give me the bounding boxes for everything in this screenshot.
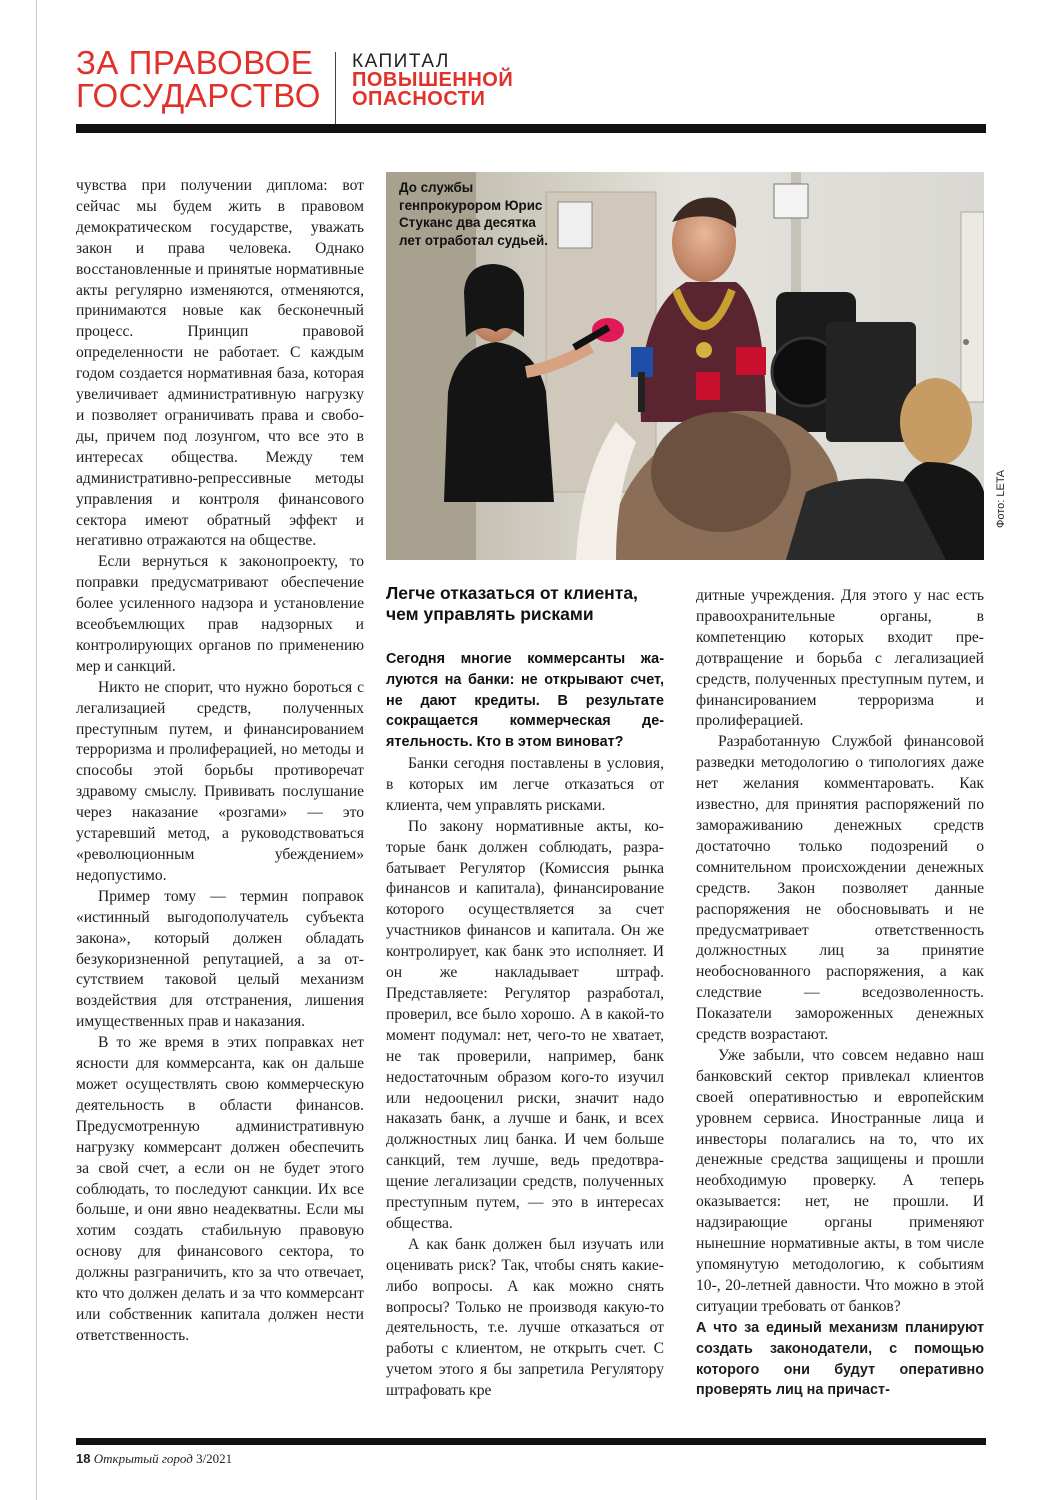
header-divider xyxy=(335,52,336,126)
paragraph: А как банк должен был изучать или оценивать риск? Так, чтобы снять какие-либо вопросы. А как можно снять вопросы? Только не производя какую-то деятельность, т.е. лучше отказаться от работы с клиентом, не открыть счет. С учетом этого я бы запретила Регулятору штрафовать кре xyxy=(386,1235,664,1400)
paragraph: В то же время в этих поправках нет ясности для коммерсанта, как он дальше может осуществлять свою коммерческую деятельность в области финансов. Предусмотренную административную нагрузку коммерсант должен обеспечить за свой счет, а если он не будет этого соблюдать, то последуют санкции. Их все больше, и они явно неадекватны. Если мы хотим создать стабильную правовую основу для финансового сектора, то должны разграничить, кто за что отвечает, кто что должен делать и за что коммерсант или собственник капитала должен нести ответственность. xyxy=(76,1034,364,1344)
paragraph: Разработанную Службой финансовой разведки методологию о типологиях даже нет желания комментаровать. Как известно, для принятия распоряжений по замораживанию денежных средств достаточно только подозрений о сомнительном происхождении денежных средств. Закон позволяет данные распоряжения не обосновывать и не предусматривает ответственность должностных лиц за принятие необоснованного распоряжения, а как следствие — вседозволенность. Показатели замороженных денежных средств возрастают. xyxy=(696,733,984,1044)
page-footer xyxy=(76,1451,232,1467)
interview-question: А что за единый механизм планируют создать законодатели, с помощью которого они будут оперативно проверять лиц на причаст- xyxy=(696,1319,984,1399)
paragraph: Уже забыли, что совсем недавно наш банковский сектор привлекал клиентов своей оперативностью и европейским уровнем сервиса. Иностранные лица и инвесторы полагались на то, что их денежные средства защищены и прошли необходимую проверку. А теперь оказывается: нет, не прошли. И надзирающие органы применяют нынешние нормативные акты, в том числе упомянутую методологию, к событиям 10-, 20-летней давности. Что можно в этой ситуации требовать от банков? xyxy=(696,1046,984,1315)
article-column-1 xyxy=(76,176,364,1347)
article-column-3 xyxy=(696,586,984,1401)
rubric-line-1: ЗА ПРАВОВОЕ xyxy=(76,44,314,81)
photo-caption: До службы генпрокурором Юрис Стуканс два десятка лет отработал судьей. xyxy=(399,180,548,248)
rubric-line-2: ГОСУДАРСТВО xyxy=(76,77,321,114)
paragraph: По закону нормативные акты, которые банк должен соблюдать, разрабатывает Регулятор (Комиссия рынка финансов и капитала), финансирование которого осуществляется за счет участников финансов и капитала. Он же контролирует, как банк это исполняет. И он же накладывает штраф. Представляете: Регулятор разработал, проверил, все было хорошо. А в какой-то момент подумал: нет, чего-то не хватает, не так проверили, например, банк недостаточным образом кого-то изучил или недооценил риски, значит надо наказать банк, а лучше и банк, и всех должностных лиц банка. И чем больше санкций, тем лучше, ведь предотвращение легализации средств, полученных преступным путем, — это в интересах общества. xyxy=(386,817,664,1232)
photo-credit: Фото: LETA xyxy=(995,469,1007,528)
page-edge-line xyxy=(36,0,37,1500)
section-subheading: Легче отказаться от клиента, чем управлять рисками xyxy=(386,583,638,624)
paragraph: Если вернуться к законопроекту, то поправки предусматривают обеспечение более усиленного надзора и установление всеобъемлющих прав надзорных и контролирующих органов по применению мер и санкций. xyxy=(76,553,364,675)
header-rule xyxy=(76,124,986,133)
footer-rule xyxy=(76,1438,986,1445)
article-column-2 xyxy=(386,754,664,1402)
kicker-line-2: ОПАСНОСТИ xyxy=(352,88,486,110)
paragraph: Никто не спорит, что нужно бороться с легализацией средств, полученных преступным путем, и финансированием терроризма и пролиферацией, но методы и способы этой борьбы противоречат здравому смыслу. Прививать послушание через наказание «розгами» — это устаревший метод, а руководствоваться «революционным убеждением» недопустимо. xyxy=(76,678,364,884)
kicker-line-1: ПОВЫШЕННОЙ xyxy=(352,69,514,91)
section-rubric xyxy=(76,46,321,112)
paragraph: Банки сегодня поставлены в условия, в которых им легче отказаться от клиента, чем управлять рисками. xyxy=(386,755,664,814)
paragraph: дитные учреждения. Для этого у нас есть правоохранительные органы, в компетенцию которых входит предотвращение и борьба с легализацией средств, полученных преступным путем, и финансированием терроризма и пролиферацией. xyxy=(696,587,984,730)
magazine-name: Открытый город xyxy=(93,1451,193,1466)
paragraph: Пример тому — термин поправок «истинный выгодополучатель субъекта закона», который должен обладать безукоризненной репутацией, а за отсутствием таковой целый механизм воздействия для отстранения, лишения имущественных прав и наказания. xyxy=(76,887,364,1031)
interview-question: Сегодня многие коммерсанты жалуются на банки: не открывают счет, не дают кредиты. В результате сокращается коммерческая деятельность. Кто в этом виноват? xyxy=(386,651,664,751)
paragraph: чувства при получении диплома: вот сейчас мы будем жить в правовом демократическом государстве, уважать закон и права человека. Однако восстановленные и принятые нормативные акты регулярно изменяются, отменяются, принимаются новые как бесконечный процесс. Принцип правовой определенности не работает. С каждым годом создается нормативная база, которая увеличивает административную нагрузку и позволяет ограничивать права и свободы, причем под лозунгом, что все это в интересах общества. Между тем административно-репрессивные методы управления и контроля финансового сектора имеют обратный эффект и негативно отражаются на обществе. xyxy=(76,177,364,550)
kicker-top: КАПИТАЛ xyxy=(352,51,450,72)
issue-number: 3/2021 xyxy=(196,1451,233,1466)
page-number: 18 xyxy=(76,1451,91,1466)
article-kicker xyxy=(352,52,513,109)
